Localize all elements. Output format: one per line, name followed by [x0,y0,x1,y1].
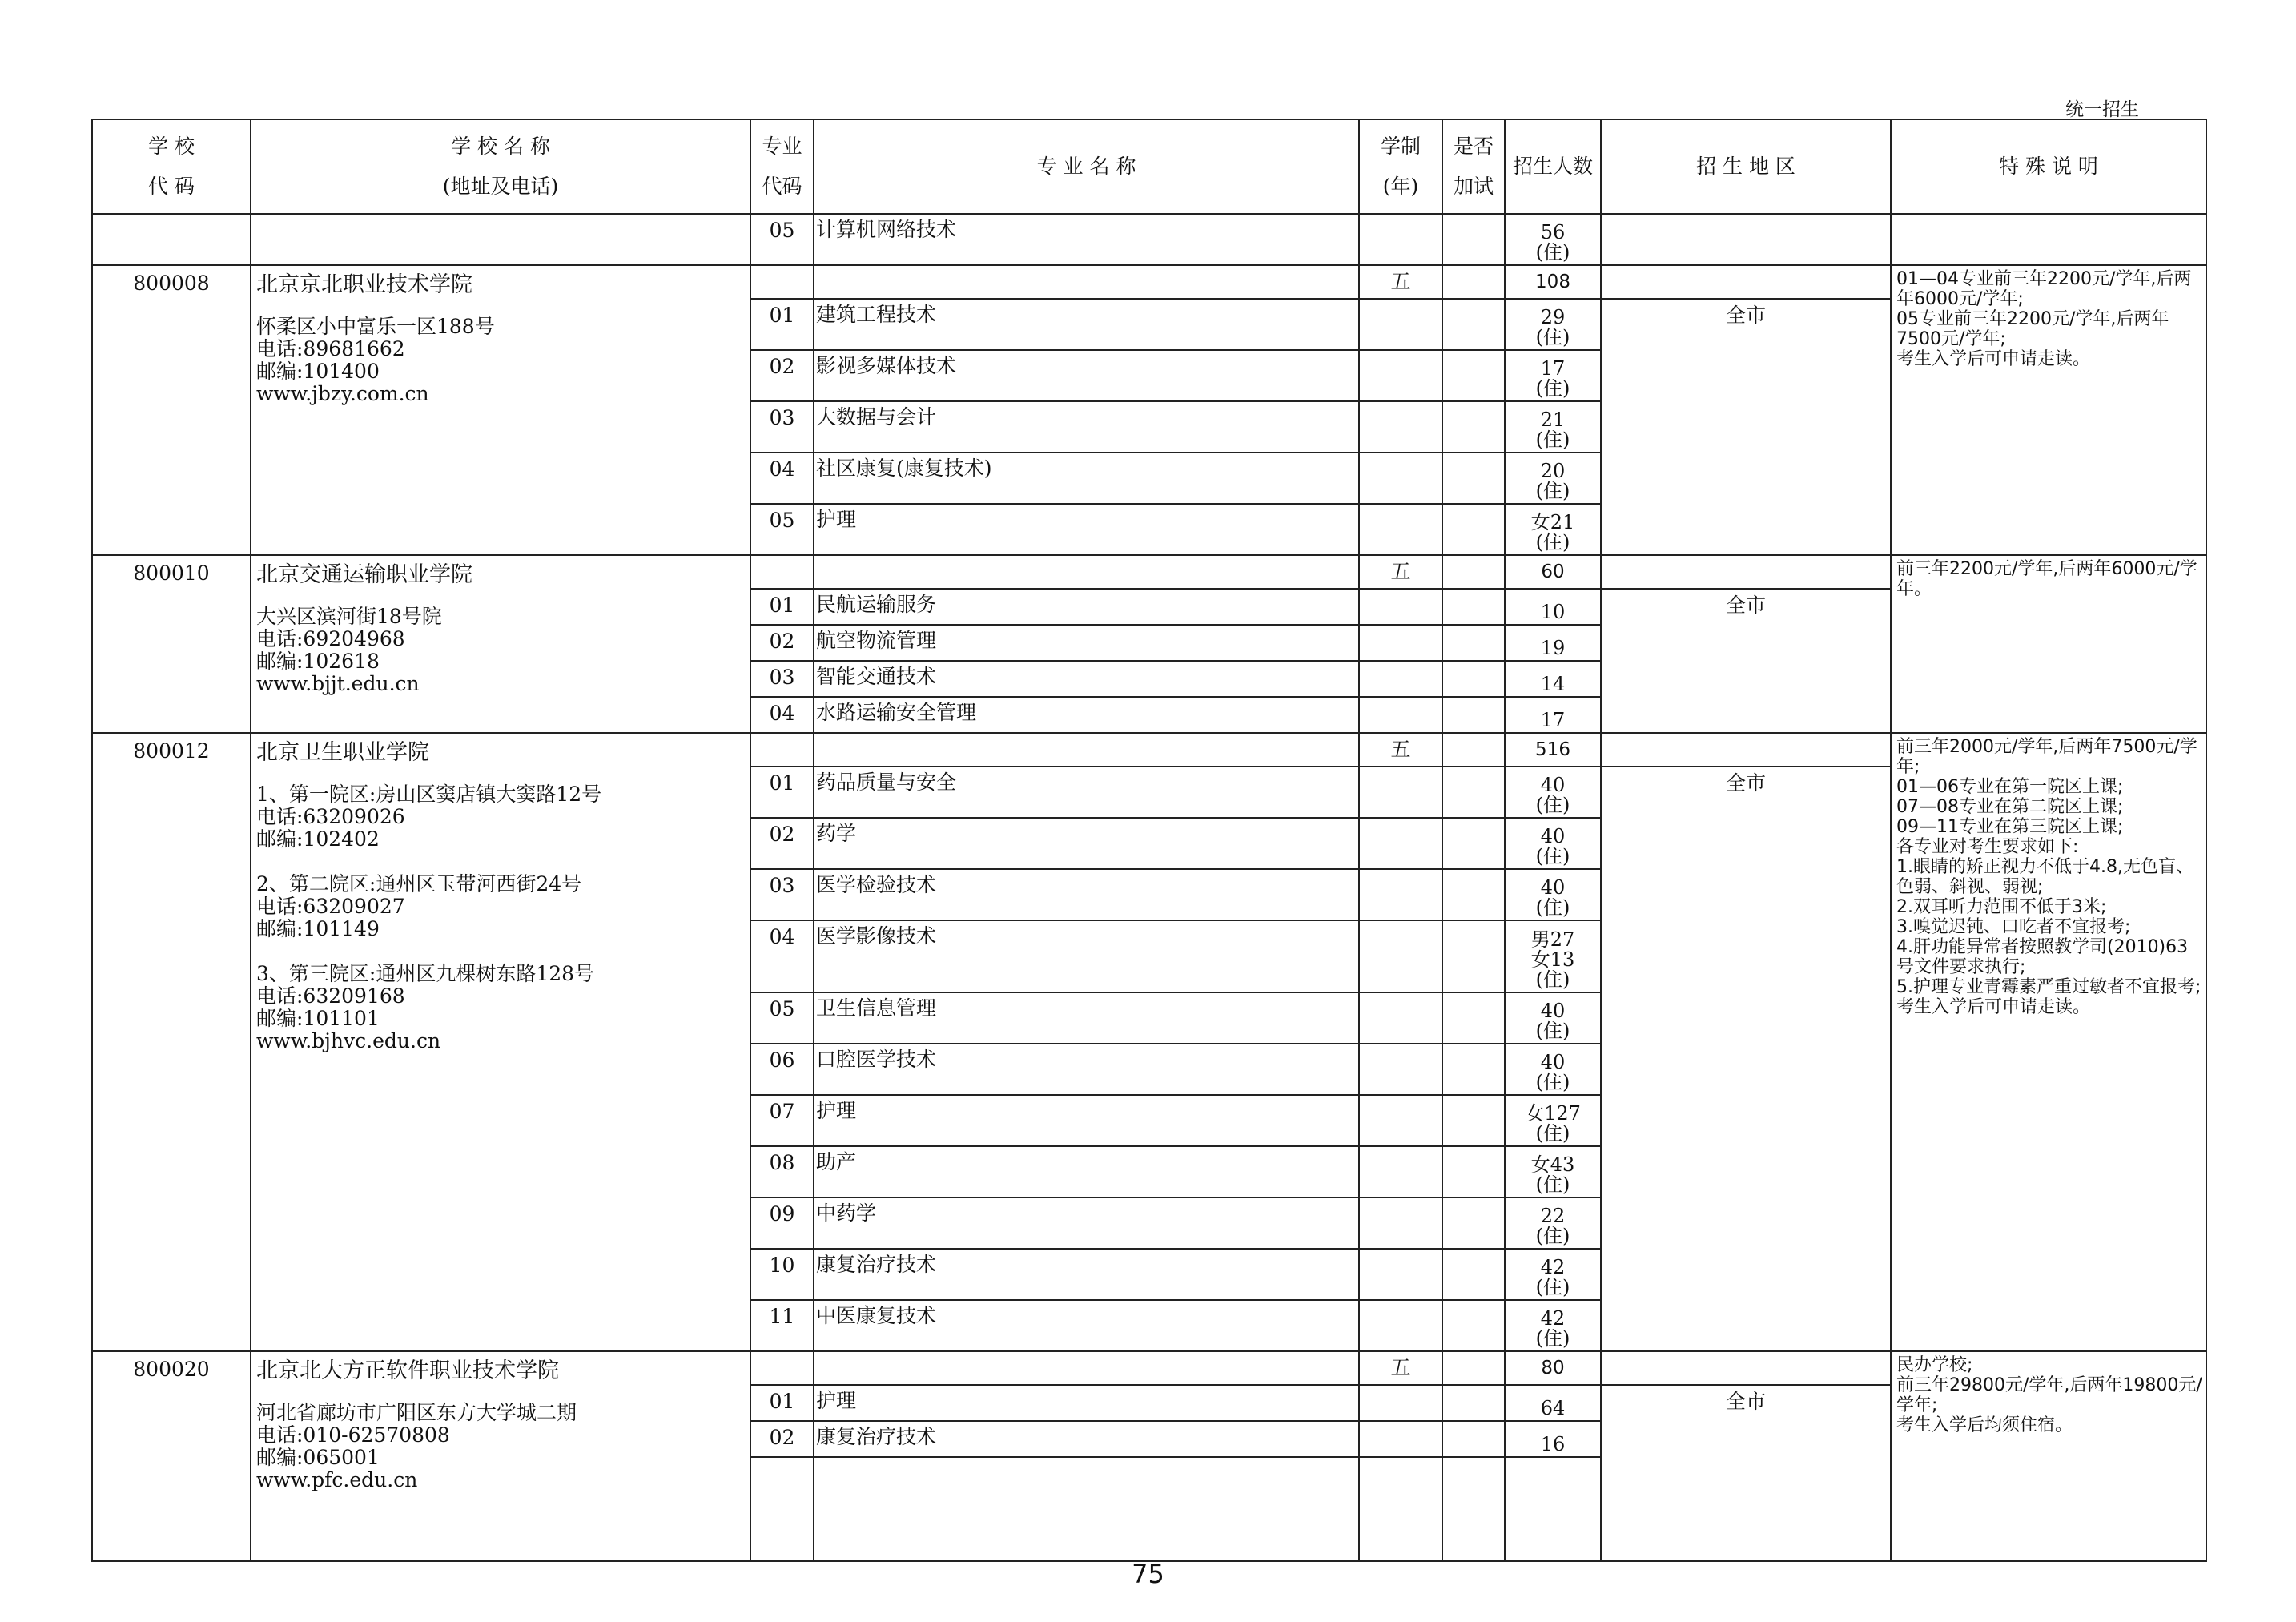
school-row [92,265,2206,299]
extra-test-cell [1442,265,1505,299]
empty-cell [750,1457,814,1561]
major-name: 卫生信息管理 [814,992,1359,1044]
enroll-count [1505,401,1601,453]
empty-cell [814,1457,1359,1561]
duration-cell [1359,1385,1442,1421]
duration-cell [1359,401,1442,453]
major-name: 社区康复(康复技术) [814,453,1359,504]
extra-test-cell [1442,214,1505,265]
major-code: 04 [750,697,814,733]
major-code: 01 [750,767,814,818]
enroll-count [1505,1300,1601,1351]
duration-cell [1359,504,1442,555]
school-row [92,733,2206,767]
major-code: 02 [750,1421,814,1457]
enroll-count-line: (住) [1535,794,1570,816]
enroll-count-line: 17 [1540,357,1566,380]
major-name: 护理 [814,1095,1359,1146]
enroll-count-line: 20 [1540,460,1566,482]
major-name: 中药学 [814,1197,1359,1249]
major-name: 康复治疗技术 [814,1421,1359,1457]
enroll-count-line: 21 [1540,409,1566,431]
special-notes: 民办学校; 前三年29800元/学年,后两年19800元/学年; 考生入学后均须住宿。 [1891,1351,2206,1561]
extra-test-cell [1442,299,1505,350]
school-row [92,1351,2206,1385]
major-name: 护理 [814,504,1359,555]
major-name: 药品质量与安全 [814,767,1359,818]
enroll-count-line: (住) [1535,326,1570,348]
major-name: 民航运输服务 [814,589,1359,625]
major-code-cell [750,265,814,299]
header-duration: 学制 (年) [1359,119,1442,214]
school-address: 1、第一院区:房山区窦店镇大窦路12号 电话:63209026 邮编:102402 2、第二院区:通州区玉带河西街24号 电话:63209027 邮编:101149 3、第三院区:通州区九棵树东路128号 电话:63209168 邮编:101101 www.bjhvc.edu.cn [256,783,602,1052]
enroll-region: 全市 [1601,589,1891,733]
major-name-cell [814,1351,1359,1385]
enroll-count-line: 17 [1540,709,1566,731]
major-code: 01 [750,299,814,350]
special-notes: 01—04专业前三年2200元/学年,后两年6000元/学年; 05专业前三年2200元/学年,后两年7500元/学年; 考生入学后可申请走读。 [1891,265,2206,555]
extra-test-cell [1442,589,1505,625]
major-code: 04 [750,453,814,504]
school-name: 北京北大方正软件职业技术学院 [256,1358,559,1383]
major-name-cell [814,555,1359,589]
enroll-count [1505,1249,1601,1300]
major-code: 03 [750,869,814,920]
extra-test-cell [1442,697,1505,733]
duration-cell [1359,992,1442,1044]
major-code: 10 [750,1249,814,1300]
enroll-count-line: 64 [1540,1397,1566,1419]
enroll-count [1505,589,1601,625]
extra-test-cell [1442,1146,1505,1197]
extra-test-cell [1442,733,1505,767]
enroll-count [1505,818,1601,869]
enroll-count [1505,1197,1601,1249]
enroll-count [1505,992,1601,1044]
school-row [92,555,2206,589]
enroll-count-line: 女13 [1530,948,1575,971]
header-school-code: 学 校 代 码 [92,119,251,214]
enroll-count-line: (住) [1535,377,1570,400]
empty-cell [1359,1457,1442,1561]
header-special-notes: 特 殊 说 明 [1891,119,2206,214]
enroll-count-line: (住) [1535,1173,1570,1196]
continued-row [92,214,2206,265]
enroll-count-line: 40 [1540,1051,1566,1073]
duration-cell [1359,625,1442,661]
special-notes: 前三年2000元/学年,后两年7500元/学年; 01—06专业在第一院区上课; 07—08专业在第二院区上课; 09—11专业在第三院区上课; 各专业对考生要求如下: 1.眼睛的矫正视力不低于4.8,无色盲、色弱、斜视、弱视; 2.双耳听力范围不低于3米; 3.嗅觉迟钝、口吃者不宜报考; 4.肝功能异常者按照教学司(2010)63号文件要求执行; 5.护理专业青霉素严重过敏者不宜报考; 考生入学后可申请走读。 [1891,733,2206,1351]
extra-test-cell [1442,1197,1505,1249]
enroll-region: 全市 [1601,299,1891,555]
enroll-count-line: 19 [1540,637,1566,659]
extra-test-cell [1442,625,1505,661]
header-school-name: 学 校 名 称 (地址及电话) [251,119,750,214]
duration-cell [1359,453,1442,504]
total-enroll: 108 [1505,265,1601,299]
duration-cell [1359,350,1442,401]
major-name: 影视多媒体技术 [814,350,1359,401]
enroll-count-line: (住) [1535,531,1570,553]
enroll-count-line: (住) [1535,1225,1570,1247]
major-name: 药学 [814,818,1359,869]
enroll-count [1505,625,1601,661]
school-name: 北京京北职业技术学院 [256,272,472,297]
table-header-row [92,119,2206,214]
extra-test-cell [1442,869,1505,920]
major-code: 01 [750,589,814,625]
school-info [251,265,750,555]
extra-test-cell [1442,920,1505,992]
duration-cell [1359,1197,1442,1249]
duration-cell [1359,299,1442,350]
major-name: 中医康复技术 [814,1300,1359,1351]
major-code: 02 [750,818,814,869]
header-major-name: 专 业 名 称 [814,119,1359,214]
duration: 五 [1359,733,1442,767]
enroll-count-line: 42 [1540,1256,1566,1278]
duration-cell [1359,1249,1442,1300]
extra-test-cell [1442,1300,1505,1351]
major-code: 02 [750,350,814,401]
enroll-count-line: 40 [1540,774,1566,796]
extra-test-cell [1442,1095,1505,1146]
duration-cell [1359,589,1442,625]
enrollment-table [91,119,2207,1562]
duration-cell [1359,1095,1442,1146]
header-major-code: 专业 代码 [750,119,814,214]
duration-cell [1359,661,1442,697]
header-extra-test: 是否 加试 [1442,119,1505,214]
major-name: 计算机网络技术 [814,214,1359,265]
enroll-count [1505,504,1601,555]
empty-cell [1505,1457,1601,1561]
major-code: 04 [750,920,814,992]
extra-test-cell [1442,1421,1505,1457]
major-code: 02 [750,625,814,661]
enroll-count [1505,1146,1601,1197]
enroll-count-line: 42 [1540,1307,1566,1330]
enroll-count [1505,453,1601,504]
enroll-count [1505,1385,1601,1421]
school-info [251,733,750,1351]
major-code-cell [750,1351,814,1385]
extra-test-cell [1442,504,1505,555]
duration-cell [1359,1421,1442,1457]
enroll-count-line: (住) [1535,896,1570,919]
major-name: 口腔医学技术 [814,1044,1359,1095]
region-cell [1601,265,1891,299]
enroll-count [1505,1421,1601,1457]
duration-cell [1359,1044,1442,1095]
total-enroll: 80 [1505,1351,1601,1385]
enroll-count-line: (住) [1535,1071,1570,1093]
major-code: 01 [750,1385,814,1421]
major-code: 08 [750,1146,814,1197]
enroll-count-line: 女127 [1525,1102,1581,1125]
enroll-count-line: 男27 [1530,928,1575,951]
top-note: 统一招生 [2065,99,2139,120]
school-address: 河北省廊坊市广阳区东方大学城二期 电话:010-62570808 邮编:065001 www.pfc.edu.cn [256,1401,577,1491]
duration-cell [1359,767,1442,818]
major-name: 医学检验技术 [814,869,1359,920]
duration-cell [1359,1300,1442,1351]
major-name-cell [814,733,1359,767]
major-code-cell [750,555,814,589]
major-name: 康复治疗技术 [814,1249,1359,1300]
enroll-count-line: 22 [1540,1205,1566,1227]
total-enroll: 516 [1505,733,1601,767]
notes-cell [1891,214,2206,265]
enroll-count [1505,1044,1601,1095]
school-code: 800020 [92,1351,251,1561]
extra-test-cell [1442,818,1505,869]
enroll-count-line: 29 [1540,306,1566,328]
page-number: 75 [1132,1559,1164,1589]
enroll-count: 56 (住) [1505,214,1601,265]
extra-test-cell [1442,767,1505,818]
duration-cell [1359,920,1442,992]
enroll-count [1505,869,1601,920]
enroll-region: 全市 [1601,1385,1891,1561]
enroll-count-line: 40 [1540,825,1566,847]
total-enroll: 60 [1505,555,1601,589]
enroll-count [1505,350,1601,401]
major-code: 06 [750,1044,814,1095]
extra-test-cell [1442,350,1505,401]
empty-cell [1442,1457,1505,1561]
region-cell [1601,214,1891,265]
extra-test-cell [1442,401,1505,453]
enroll-count-line: 10 [1540,601,1566,623]
duration-cell [1359,1146,1442,1197]
extra-test-cell [1442,992,1505,1044]
school-name: 北京卫生职业学院 [256,740,429,765]
school-address: 大兴区滨河街18号院 电话:69204968 邮编:102618 www.bjjt.edu.cn [256,605,442,695]
major-name: 建筑工程技术 [814,299,1359,350]
major-code: 11 [750,1300,814,1351]
extra-test-cell [1442,555,1505,589]
major-code: 03 [750,401,814,453]
major-name: 助产 [814,1146,1359,1197]
header-enroll-count: 招生人数 [1505,119,1601,214]
enroll-count-line: (住) [1535,1276,1570,1298]
extra-test-cell [1442,1249,1505,1300]
extra-test-cell [1442,1044,1505,1095]
major-name: 水路运输安全管理 [814,697,1359,733]
enroll-count-line: (住) [1535,845,1570,867]
enroll-count-line: 14 [1540,673,1566,695]
major-code: 05 [750,992,814,1044]
enroll-count [1505,767,1601,818]
major-code: 09 [750,1197,814,1249]
school-code-cell [92,214,251,265]
enroll-count-line: (住) [1535,429,1570,451]
school-code: 800012 [92,733,251,1351]
enroll-count-line: 女21 [1530,511,1575,533]
extra-test-cell [1442,661,1505,697]
major-name: 智能交通技术 [814,661,1359,697]
major-code: 07 [750,1095,814,1146]
school-name-cell [251,214,750,265]
enroll-count [1505,920,1601,992]
enroll-count [1505,1095,1601,1146]
enroll-count-line: 女43 [1530,1153,1575,1176]
extra-test-cell [1442,1385,1505,1421]
school-name: 北京交通运输职业学院 [256,562,472,587]
enroll-count-line: (住) [1535,1122,1570,1145]
major-name: 护理 [814,1385,1359,1421]
major-code: 03 [750,661,814,697]
extra-test-cell [1442,1351,1505,1385]
major-name: 航空物流管理 [814,625,1359,661]
school-info [251,1351,750,1561]
major-name: 大数据与会计 [814,401,1359,453]
enroll-count-line: (住) [1535,480,1570,502]
duration-cell [1359,697,1442,733]
duration-cell [1359,869,1442,920]
enroll-count-line: 16 [1540,1433,1566,1455]
major-code: 05 [750,214,814,265]
duration: 五 [1359,265,1442,299]
major-name-cell [814,265,1359,299]
school-code: 800008 [92,265,251,555]
enroll-count-line: 40 [1540,1000,1566,1022]
enroll-count-line: (住) [1535,968,1570,991]
enroll-count [1505,299,1601,350]
extra-test-cell [1442,453,1505,504]
duration-cell [1359,818,1442,869]
school-info [251,555,750,733]
region-cell [1601,1351,1891,1385]
region-cell [1601,733,1891,767]
special-notes: 前三年2200元/学年,后两年6000元/学年。 [1891,555,2206,733]
enroll-count-line: 40 [1540,876,1566,899]
region-cell [1601,555,1891,589]
enroll-region: 全市 [1601,767,1891,1351]
duration: 五 [1359,555,1442,589]
duration: 五 [1359,1351,1442,1385]
enroll-count [1505,661,1601,697]
duration-cell [1359,214,1442,265]
school-code: 800010 [92,555,251,733]
school-address: 怀柔区小中富乐一区188号 电话:89681662 邮编:101400 www.jbzy.com.cn [256,315,495,405]
enroll-count-line: (住) [1535,1327,1570,1350]
major-code-cell [750,733,814,767]
header-region: 招 生 地 区 [1601,119,1891,214]
major-code: 05 [750,504,814,555]
enroll-count-line: (住) [1535,1020,1570,1042]
enroll-count [1505,697,1601,733]
major-name: 医学影像技术 [814,920,1359,992]
